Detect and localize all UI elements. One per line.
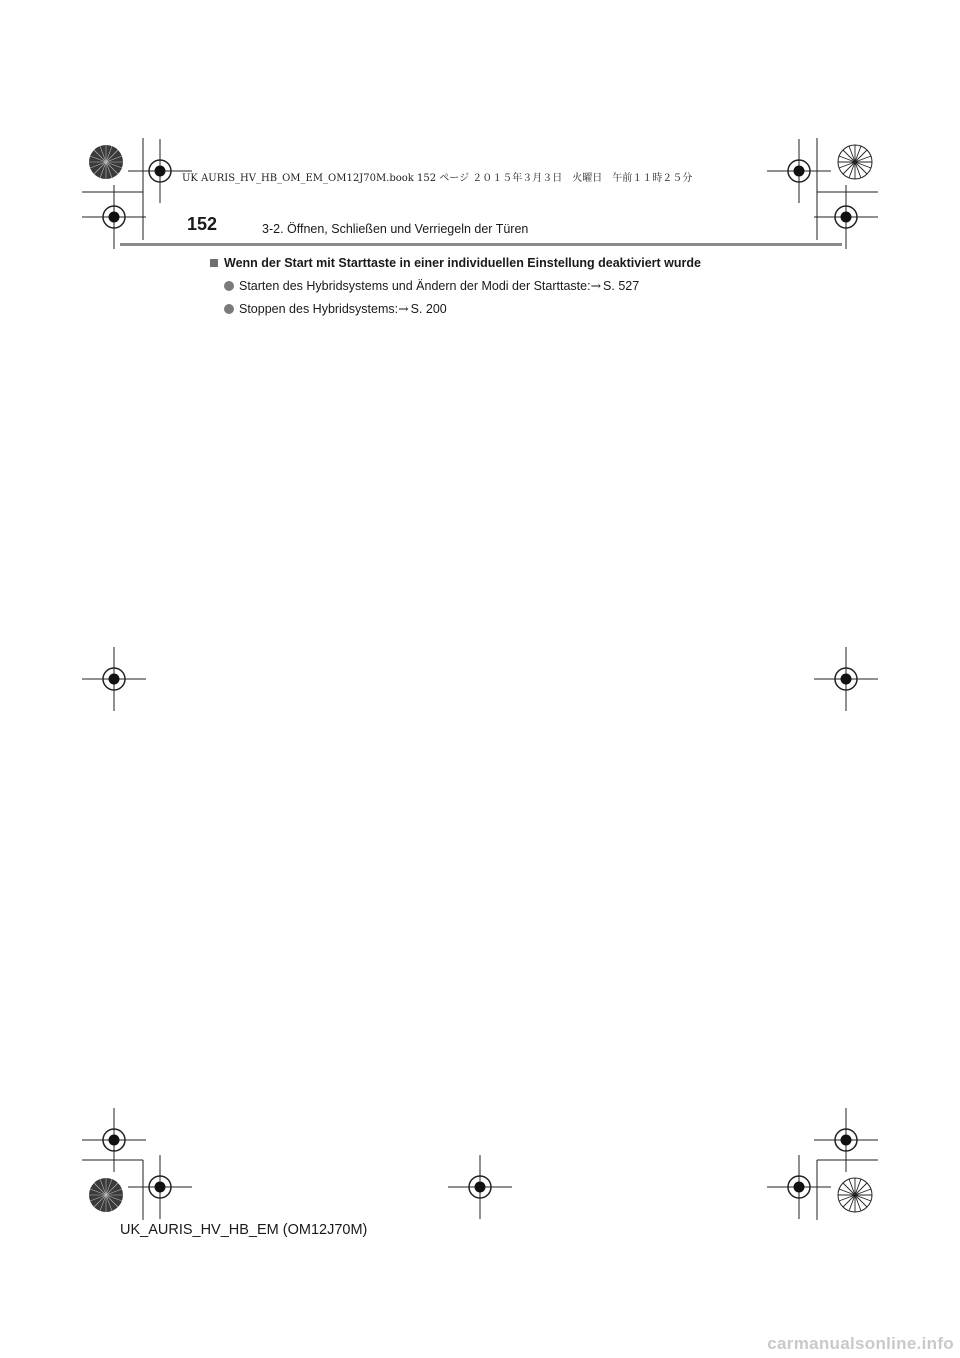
round-bullet-icon [224, 304, 234, 314]
page-reference: S. 527 [603, 278, 640, 293]
list-item [210, 301, 850, 316]
book-file-stamp: UK AURIS_HV_HB_OM_EM_OM12J70M.book 152 ページ ２０１５年３月３日 火曜日 午前１１時２５分 [182, 173, 693, 184]
content-heading-text: Wenn der Start mit Starttaste in einer individuellen Einstellung deaktiviert wurde [224, 256, 701, 270]
list-item-text: Starten des Hybridsystems und Ändern der Modi der Starttaste: [239, 278, 591, 293]
arrow-right-icon: → [590, 278, 602, 293]
square-bullet-icon [210, 259, 218, 267]
page-reference: S. 200 [410, 301, 447, 316]
header-divider [120, 243, 842, 246]
list-item [210, 278, 850, 293]
list-item-text: Stoppen des Hybridsystems: [239, 301, 399, 316]
watermark: carmanualsonline.info [767, 1334, 954, 1353]
page-content [210, 256, 850, 316]
footer-doc-code: UK_AURIS_HV_HB_EM (OM12J70M) [120, 1222, 368, 1238]
round-bullet-icon [224, 281, 234, 291]
content-heading [210, 256, 850, 270]
page-number: 152 [187, 214, 218, 234]
arrow-right-icon: → [398, 301, 409, 316]
section-title: 3-2. Öffnen, Schließen und Verriegeln der Türen [262, 222, 529, 236]
